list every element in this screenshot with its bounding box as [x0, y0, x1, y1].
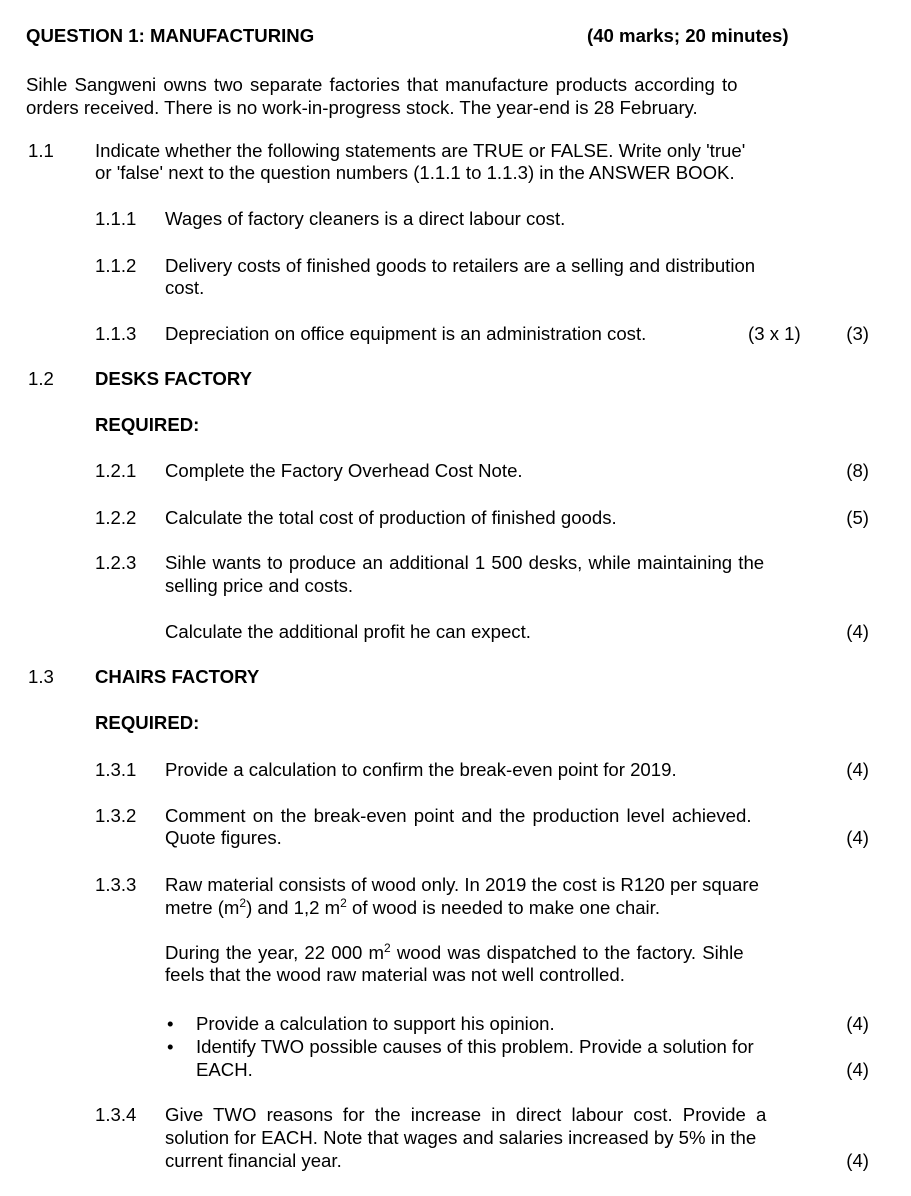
q1-3-3-bullet-1-text: Provide a calculation to support his opinion. — [196, 1013, 555, 1034]
q1-3-required: REQUIRED: — [95, 712, 200, 733]
q1-1-2-text-line-1: Delivery costs of finished goods to retailers are a selling and distribution — [165, 255, 756, 276]
q1-1-3-marks: (3) — [846, 323, 869, 344]
q1-3-3-number: 1.3.3 — [95, 874, 137, 895]
q1-3-3-text-line-1: Raw material consists of wood only. In 2019 the cost is R120 per square — [165, 874, 759, 895]
q1-2-3-marks: (4) — [846, 621, 869, 642]
q1-2-3-text-line-2: selling price and costs. — [165, 575, 354, 596]
q1-1-1-text: Wages of factory cleaners is a direct labour cost. — [165, 208, 566, 229]
q1-3-3-bullet-1-marks: (4) — [846, 1013, 869, 1034]
q1-3-4-text-line-3: current financial year. — [165, 1150, 342, 1171]
q1-2-3-text-line-1: Sihle wants to produce an additional 1 500 desks, while maintaining the — [165, 552, 765, 573]
q1-2-2-marks: (5) — [846, 507, 869, 528]
intro-line-2: orders received. There is no work-in-progress stock. The year-end is 28 February. — [26, 97, 698, 118]
q1-1-1-number: 1.1.1 — [95, 208, 137, 229]
q1-3-number: 1.3 — [28, 666, 54, 687]
bullet-2: • — [167, 1036, 174, 1057]
q1-2-1-text: Complete the Factory Overhead Cost Note. — [165, 460, 523, 481]
q1-3-1-number: 1.3.1 — [95, 759, 137, 780]
q1-3-1-text: Provide a calculation to confirm the break-even point for 2019. — [165, 759, 677, 780]
q1-1-instruction-line-1: Indicate whether the following statements are TRUE or FALSE. Write only 'true' — [95, 140, 746, 161]
q1-3-3-para2-line-2: feels that the wood raw material was not well controlled. — [165, 964, 625, 985]
q1-3-2-text-line-1: Comment on the break-even point and the production level achieved. — [165, 805, 752, 826]
q1-3-2-marks: (4) — [846, 827, 869, 848]
q1-2-1-marks: (8) — [846, 460, 869, 481]
q1-3-4-text-line-1: Give TWO reasons for the increase in direct labour cost. Provide a — [165, 1104, 767, 1125]
bullet-1: • — [167, 1013, 174, 1034]
q1-3-3-bullet-2-text-line-2: EACH. — [196, 1059, 253, 1080]
q1-3-2-number: 1.3.2 — [95, 805, 137, 826]
q1-2-number: 1.2 — [28, 368, 54, 389]
q1-3-4-marks: (4) — [846, 1150, 869, 1171]
question-total-marks: (40 marks; 20 minutes) — [587, 25, 789, 46]
q1-2-2-number: 1.2.2 — [95, 507, 137, 528]
q1-1-3-number: 1.1.3 — [95, 323, 137, 344]
q1-3-2-text-line-2: Quote figures. — [165, 827, 282, 848]
q1-3-3-text-line-2: metre $(m^2)$ and 1,2 $m^2$ of wood is needed to make one chair. — [165, 896, 661, 918]
intro-line-1: Sihle Sangweni owns two separate factories that manufacture products according to — [26, 74, 738, 95]
q1-3-4-number: 1.3.4 — [95, 1104, 137, 1125]
q1-1-instruction-line-2: or 'false' next to the question numbers (1.1.1 to 1.1.3) in the ANSWER BOOK. — [95, 162, 735, 183]
q1-3-1-marks: (4) — [846, 759, 869, 780]
question-title: QUESTION 1: MANUFACTURING — [26, 25, 315, 46]
q1-2-title: DESKS FACTORY — [95, 368, 253, 389]
q1-3-4-text-line-2: solution for EACH. Note that wages and salaries increased by 5% in the — [165, 1127, 757, 1148]
q1-3-3-para2-line-1: During the year, 22 000 $m^2$ wood was dispatched to the factory. Sihle — [165, 941, 744, 963]
q1-3-3-bullet-2-text-line-1: Identify TWO possible causes of this problem. Provide a solution for — [196, 1036, 754, 1057]
q1-1-number: 1.1 — [28, 140, 54, 161]
q1-3-title: CHAIRS FACTORY — [95, 666, 260, 687]
q1-1-3-text: Depreciation on office equipment is an administration cost. — [165, 323, 647, 344]
q1-2-3-text-line-3: Calculate the additional profit he can expect. — [165, 621, 531, 642]
q1-1-2-text-line-2: cost. — [165, 277, 205, 298]
q1-2-3-number: 1.2.3 — [95, 552, 137, 573]
q1-2-required: REQUIRED: — [95, 414, 200, 435]
q1-1-3-calc: (3 x 1) — [748, 323, 801, 344]
q1-2-1-number: 1.2.1 — [95, 460, 137, 481]
q1-2-2-text: Calculate the total cost of production of finished goods. — [165, 507, 617, 528]
q1-3-3-bullet-2-marks: (4) — [846, 1059, 869, 1080]
q1-1-2-number: 1.1.2 — [95, 255, 137, 276]
